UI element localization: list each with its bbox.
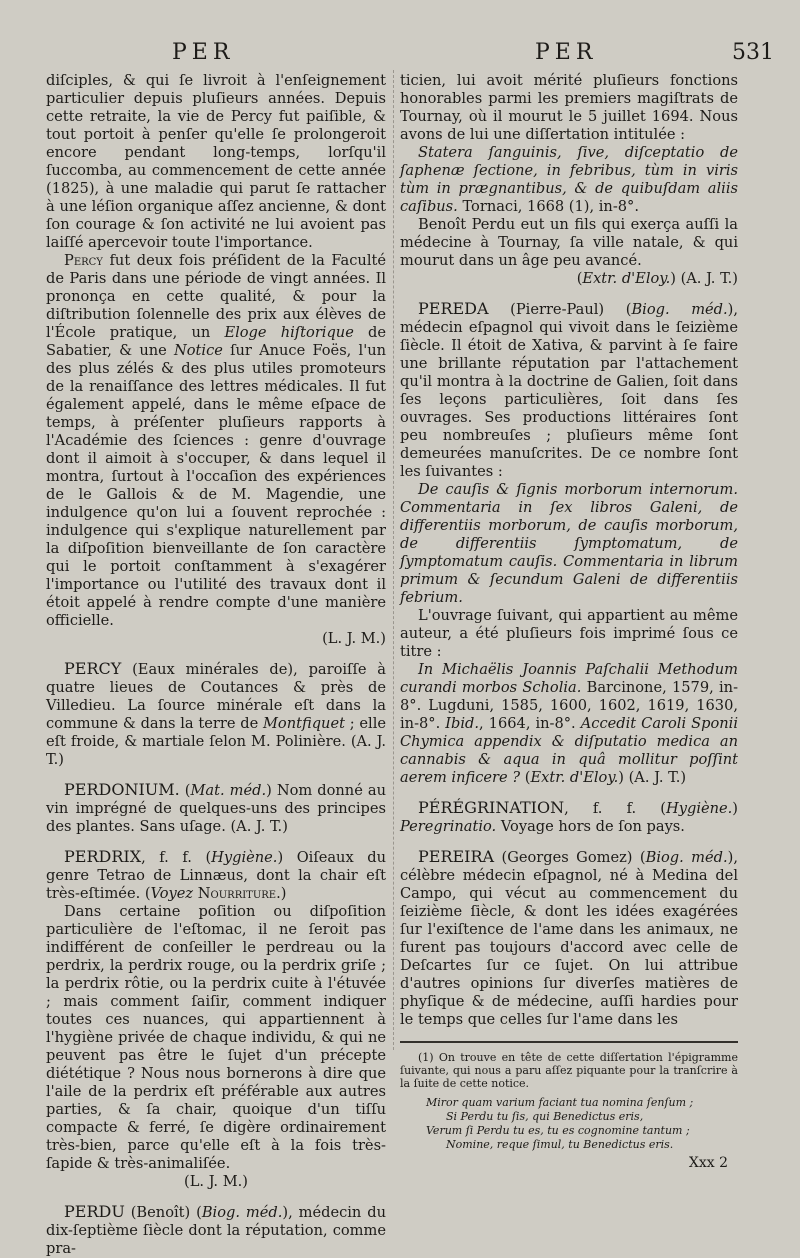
benoit-paragraph: Benoît Perdu eut un fils qui exerça auſſi la médecine à Tournay, ſa ville natale, & qui mourut dans un âge peu avancé. bbox=[400, 216, 738, 269]
author-signature: (L. J. M.) bbox=[184, 1173, 248, 1190]
subject-tag: Mat. méd. bbox=[190, 782, 267, 799]
entry-perdonium: PERDONIUM. (Mat. méd.) Nom donné au vin imprégné de quelques-uns des principes des plantes. Sans uſage. (A. J. T.) bbox=[46, 780, 386, 835]
cross-ref-label: Voyez bbox=[150, 885, 194, 902]
text-run: fut deux fois préſident de la Faculté de Paris dans une période de vingt années. Il prononça en cette qualité, & pour la diſtribution ſolennelle des prix aux élèves de l'École pratique, un bbox=[46, 252, 386, 341]
left-column bbox=[46, 72, 386, 1258]
source-signature bbox=[400, 270, 738, 288]
text-run: ; elle eſt froide, & martiale ſelon M. Polinière. (A. J. T.) bbox=[46, 715, 386, 768]
pereda-works bbox=[400, 481, 738, 607]
text-run: Nom donné au vin imprégné de quelques-uns des principes des plantes. Sans uſage. (A. J. T.) bbox=[46, 782, 386, 835]
perdu-continuation: ticien, lui avoit mérité pluſieurs fonctions honorables parmi les premiers magiſtrats de Tournay, où il mourut le 5 juillet 1694. Nous avons de lui une diſſertation intitulée : bbox=[400, 72, 738, 143]
text-run: , 1664, in-8°. bbox=[479, 715, 581, 732]
text-run: ), célèbre médecin eſpagnol, né à Medina del Campo, qui vécut au commencement du ſeizième ſiècle, & dont les idées exagérées ſur l'exiſtence de l'ame dans les animaux, ne furent pas toujours d'accord avec celle de Deſcartes ſur ce ſujet. On lui attribue d'autres opinions ſur diverſes matières de phyſique & de médecine, auſſi hardies pour le temps que celles ſur l'ame dans les bbox=[400, 849, 738, 1028]
text-run: Barcinone, 1579, in-8°. Lugduni, 1585, 1600, 1602, 1619, 1630, in-8°. bbox=[400, 679, 738, 732]
cross-ref: Nourriture. bbox=[193, 885, 281, 902]
text-run: ) (A. J. T.) bbox=[618, 769, 687, 786]
column-rule bbox=[393, 70, 395, 1050]
place-name: Montfiquet bbox=[262, 715, 345, 732]
epigram-line: Miror quam varium faciant tua nomina ſenſum ; bbox=[426, 1096, 694, 1109]
text-run: (Eaux minérales de), paroiſſe à quatre lieues de Coutances & près de Villedieu. La ſource minérale eſt dans la commune & dans la terre de bbox=[46, 661, 386, 732]
pereda-paragraph: L'ouvrage ſuivant, qui appartient au même auteur, a été pluſieurs fois imprimé ſous ce titre : bbox=[400, 607, 738, 660]
footnote: (1) On trouve en tête de cette diſſertation l'épigramme ſuivante, qui nous a paru aſſez piquante pour la tranſcrire à la ſuite de cette notice. bbox=[400, 1051, 738, 1090]
running-head-left: PER bbox=[172, 40, 235, 65]
headword: PEREIRA bbox=[418, 847, 495, 866]
page-number: 531 bbox=[732, 40, 774, 65]
text-run: (Pierre-Paul) ( bbox=[488, 301, 632, 318]
text-run: ) Oiſeaux du genre Tetrao de Linnæus, dont la chair eſt très-eſtimée. ( bbox=[46, 849, 386, 902]
source-ref: Extr. d'Eloy. bbox=[530, 769, 619, 786]
text-run: ) bbox=[280, 885, 287, 902]
notice-title: Notice bbox=[173, 342, 223, 359]
running-head-right: PER bbox=[535, 40, 598, 65]
text-run: ), médecin du dix-ſeptième ſiècle dont la réputation, comme pra- bbox=[46, 1204, 386, 1257]
epigram bbox=[400, 1096, 738, 1152]
work-title: Accedit Caroli Sponii Chymica appendix & diſputatio medica an cannabis & aqua in quâ mollitur poſſint aerem inficere ? bbox=[400, 715, 739, 786]
perdrix-paragraph: Dans certaine poſition ou diſpoſition particulière de l'eſtomac, il ne ſeroit pas indifférent de conſeiller le perdreau ou la perdrix, la perdrix rouge, ou la perdrix griſe ; la perdrix rôtie, ou la perdrix cuite à l'étuvée ; mais comment ſaiſir, comment indiquer toutes ces nuances, qui appartiennent à l'hygiène privée de chaque individu, & qui ne peuvent pas être le ſujet d'un précepte diététique ? Nous nous bornerons à dire que l'aile de la perdrix eſt préférable aux autres parties, & ſa chair, quoique d'un tiſſu compacte & ferré, ſe digère ordinairement très-bien, parce qu'elle eſt à la fois très-ſapide & très-animaliſée. bbox=[46, 903, 386, 1172]
latin-term: Peregrinatio. bbox=[400, 818, 497, 835]
epigram-line: Si Perdu tu ſis, qui Benedictus eris, bbox=[446, 1110, 644, 1123]
subject-tag: Hygiène. bbox=[211, 849, 278, 866]
statera-citation bbox=[400, 144, 738, 216]
eloge-title: Eloge hiſtorique bbox=[224, 324, 354, 341]
headword: PEREDA bbox=[418, 299, 489, 318]
entry-perdrix bbox=[46, 848, 386, 903]
headword: PERDONIUM. bbox=[64, 780, 180, 799]
text-run: ) bbox=[732, 800, 738, 817]
text-run: (Benoît) ( bbox=[124, 1204, 202, 1221]
text-run: Tornaci, 1668 (1), in-8°. bbox=[457, 198, 639, 215]
percy-bio-continuation: diſciples, & qui ſe livroit à l'enſeignement particulier depuis pluſieurs années. Depuis cette retraite, la vie de Percy fut paiſible, & tout portoit à penſer qu'elle ſe prolongeroit encore pendant long-temps, lorſqu'il ſuccomba, au commencement de cette année (1825), à une maladie qui parut ſe rattacher à une léſion organique aſſez ancienne, & dont ſon courage & ſon activité ne lui avoient pas laiſſé apercevoir toute l'importance. bbox=[46, 72, 386, 251]
epigram-line: Verum ſi Perdu tu es, tu es cognomine tantum ; bbox=[426, 1124, 690, 1137]
author-signature: (L. J. M.) bbox=[322, 630, 386, 647]
epigram-line: Nomine, reque ſimul, tu Benedictus eris. bbox=[446, 1138, 674, 1151]
entry-percy-eaux bbox=[46, 660, 386, 769]
subject-tag: Biog. méd. bbox=[201, 1204, 283, 1221]
text-run: ſur Anuce Foës, l'un des plus zélés & des plus utiles promoteurs de la renaiſſance des lettres médicales. Il fut également appelé, dans le même eſpace de temps, à préſenter pluſieurs rapports à l'Académie des ſciences : genre d'ouvrage dont il aimoit à s'occuper, & dans lequel il montra, ſurtout à l'occaſion des expériences de le Gallois & de M. Magendie, une indulgence qu'on lui a ſouvent reprochée : indulgence qui s'explique naturellement par la diſpoſition bienveillante de ſon caractère qui le portoit conſtamment à s'exagérer l'importance ou l'utilité des travaux dont il étoit appelé à rendre compte d'une manière officielle. bbox=[46, 342, 387, 629]
text-run: de Sabatier, & une bbox=[46, 324, 386, 359]
headword: PERCY bbox=[64, 659, 122, 678]
percy-name: Percy bbox=[64, 252, 103, 269]
entry-peregrination bbox=[400, 799, 738, 836]
text-run: ), médecin eſpagnol qui vivoit dans le ſeizième ſiècle. Il étoit de Xativa, & parvint à ſe faire une brillante réputation par l'attachement qu'il montra à la doctrine de Galien, ſoit dans ſes leçons particulières, ſoit dans ſes ouvrages. Ses productions littéraires ſont peu nombreuſes ; pluſieurs même ſont demeurées manuſcrites. De ce nombre ſont les ſuivantes : bbox=[400, 301, 738, 480]
text-run: Voyage hors de ſon pays. bbox=[496, 818, 685, 835]
text-run: ( bbox=[520, 769, 531, 786]
source-ref: Extr. d'Eloy. bbox=[582, 270, 671, 287]
text-run: ) (A. J. T.) bbox=[670, 270, 738, 287]
printer-signature-mark: Xxx 2 bbox=[688, 1155, 728, 1171]
text-run: , f. f. ( bbox=[564, 800, 666, 817]
subject-tag: Biog. méd. bbox=[631, 301, 728, 318]
headword: PÉRÉGRINATION bbox=[418, 798, 565, 817]
michael-citation bbox=[400, 661, 738, 787]
headword: PERDRIX bbox=[64, 847, 142, 866]
subject-tag: Biog. méd. bbox=[645, 849, 728, 866]
text-run: ( bbox=[576, 270, 583, 287]
ibid: Ibid. bbox=[445, 715, 480, 732]
work-titles: De cauſis & ſignis morborum internorum. Commentaria in ſex libros Galeni, de differentiis morborum, de cauſis morborum, de differentiis ſymptomatum, de ſymptomatum cauſis. Commentaria in librum primum & ſecundum Galeni de differentiis febrium. bbox=[400, 481, 738, 606]
percy-bio-paragraph bbox=[46, 252, 386, 630]
entry-perdu bbox=[46, 1203, 386, 1258]
right-column bbox=[400, 72, 738, 1172]
entry-pereira bbox=[400, 848, 738, 1029]
headword: PERDU bbox=[64, 1202, 125, 1221]
footnote-separator bbox=[400, 1041, 738, 1043]
text-run: , f. f. ( bbox=[141, 849, 212, 866]
text-run: (Georges Gomez) ( bbox=[494, 849, 646, 866]
work-title: Statera ſanguinis, ſive, diſceptatio de ſaphenæ ſectione, in febribus, tùm in viris tùm in prægnantibus, & de quibuſdam aliis caſibus. bbox=[400, 144, 738, 215]
work-title: In Michaëlis Joannis Paſchalii Methodum curandi morbos Scholia. bbox=[400, 661, 738, 696]
subject-tag: Hygiène. bbox=[666, 800, 733, 817]
entry-pereda bbox=[400, 300, 738, 481]
